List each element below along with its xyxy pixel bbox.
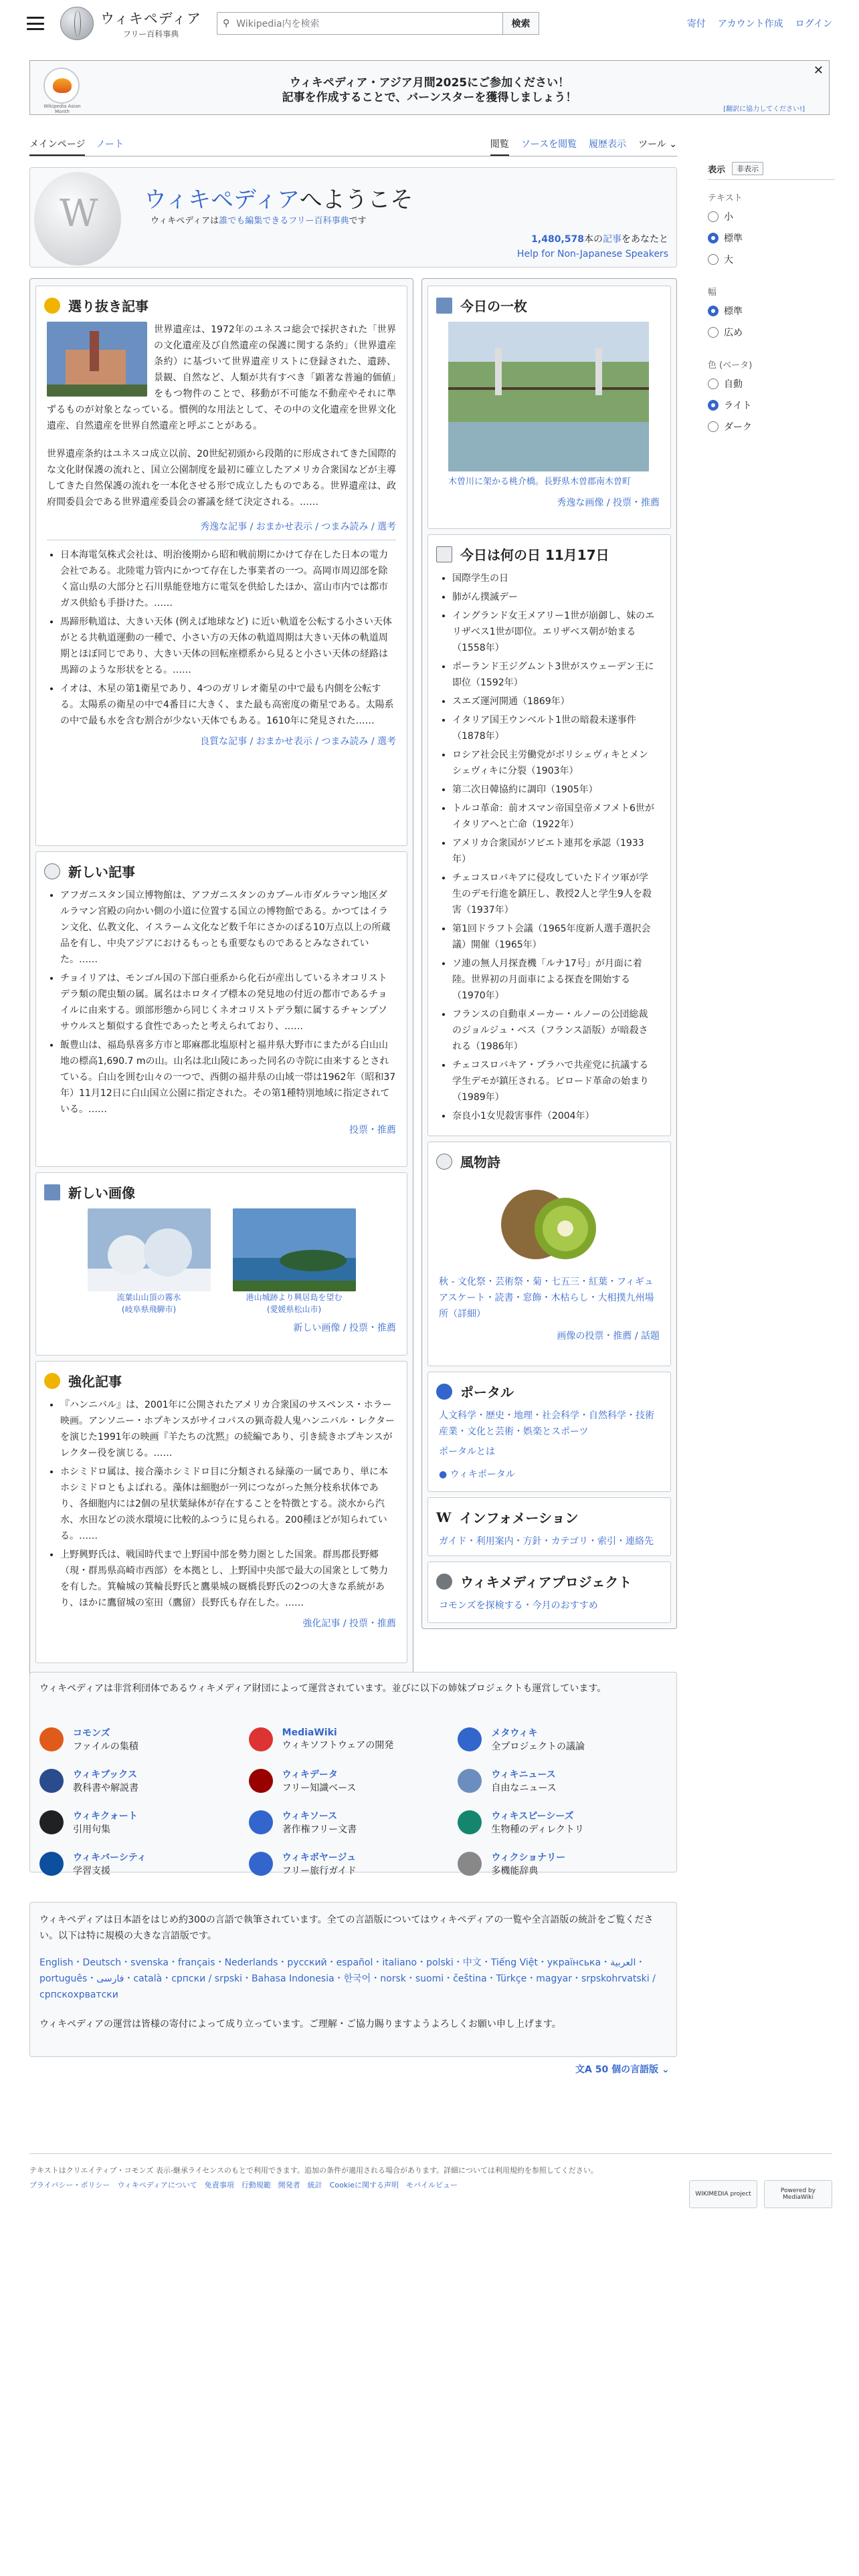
- list-item: • イングランド女王メアリー1世が崩御し、妹のエリザベス1世が即位。エリザベス朝が始まる（1558年）: [452, 608, 657, 656]
- w-icon: W: [436, 1509, 452, 1525]
- featured-title: 選り抜き記事: [68, 298, 149, 314]
- season-links[interactable]: 画像の投票・推薦 / 話題: [557, 1331, 660, 1341]
- project-logo-icon: [39, 1727, 64, 1751]
- improved-articles-card: 強化記事 • 『ハンニバル』は、2001年に公開されたアメリカ合衆国のサスペンス・ホラー映画。アンソニー・ホプキンスがサイコパスの猟奇殺人鬼ハンニバル・レクターを演じた1991年の映画『羊たちの沈黙』の続編であり、引き続きホプキンスがレクター役を演じる。…… • ホシミドロ属は、接合藻ホシミドロ目に分類される緑藻の一属であり、単に本ホシミドロともよばれる。藻体は細胞が一列につながった無分枝糸状体であり、各細胞内には2個の星状葉緑体が存在することを特徴とする。淡水から汽水、水田などの淡水環境に比較的ふつうに見られる。200種ほどが知られている。…… • 上野興野氏は、戦国時代まで上野国中部を勢力圏とした国衆。群馬郡長野郷（現・群馬県高崎市西部）を本拠とし、上野国中央部で最大の国衆として勢力を有した。箕輪城の箕輪長野氏と鷹巣城の厩橋長野氏の2つの大きな系統があり、ほかに鷹留城の室田（鷹留）長野氏も存在した。…… 強化記事 / 投票・推薦: [35, 1361, 407, 1663]
- close-icon[interactable]: ✕: [813, 64, 824, 78]
- radio-text-large[interactable]: 大: [708, 253, 835, 266]
- star-icon: [44, 1373, 60, 1389]
- list-item: • チョイリアは、モンゴル国の下部白亜系から化石が産出しているネオコリストデラ類の爬虫類の属。属名はホロタイプ標本の発見地の付近の都市であるチョイルに由来する。頭部形態から同じくネオコリストデラ類に属するチャンプソサウルスと類似する食性であったと考えられており、……: [60, 970, 396, 1035]
- welcome-box: [29, 167, 677, 267]
- site-logo[interactable]: [60, 7, 211, 40]
- new-articles-links[interactable]: 投票・推薦: [349, 1125, 396, 1136]
- seasonal-card: 風物詩 秋 - 文化祭・芸術祭・菊・七五三・紅葉・フィギュアスケート・読書・窓飾・木枯らし・大相撲九州場所（詳細） 画像の投票・推薦 / 話題: [427, 1142, 671, 1366]
- list-item: • 第1回ドラフト会議（1965年度新人選手選択会議）開催（1965年）: [452, 921, 657, 953]
- sister-project-item[interactable]: ウィキソース 著作権フリー文書: [249, 1809, 458, 1836]
- donate-link[interactable]: 寄付: [686, 19, 706, 29]
- project-logo-icon: [458, 1852, 482, 1876]
- sister-projects: ウィキペディアは非営利団体であるウィキメディア財団によって運営されています。並びに以下の姉妹プロジェクトも運営しています。 コモンズ ファイルの集積 MediaWiki ウィキソフトウェアの開発 メタウィキ 全プロジェクトの議論 ウィキブックス 教科書や解説書 ウィキデータ フリー知識ベース ウィキニュース 自由なニュース ウィキクォート 引用句集 ウィキソース 著作権フリー文書 ウィキスピーシーズ 生物種のディレクトリ ウィキバーシティ 学習支援 ウィキボヤージュ フリー旅行ガイド ウィクショナリー 多機能辞典: [29, 1672, 677, 1872]
- menu-icon[interactable]: [27, 17, 44, 30]
- featured-paragraph-1: 世界遺産は、1972年のユネスコ総会で採択された「世界の文化遺産及び自然遺産の保護に関する条約」（世界遺産条約）に基づいて世界遺産リストに登録された、遺跡、景観、自然など、人類が共有すべき「顕著な普遍的価値」をもつ物件のことで、移動が不可能な不動産やそれに準ずるものが対象となっている。慣例的な用法として、その中の文化遺産を世界文化遺産、自然遺産を世界自然遺産と呼ぶことがある。: [47, 324, 396, 431]
- on-this-day-card: 今日は何の日 11月17日 • 国際学生の日 • 肺がん撲滅デー • イングランド女王メアリー1世が崩御し、妹のエリザベス1世が即位。エリザベス朝が始まる（1558年） • ポーランド王ジグムント3世がスウェーデン王に即位（1592年） • スエズ運河開通（1869年） • イタリア国王ウンベルト1世の暗殺未遂事件（1878年） • ロシア社会民主労働党がボリシェヴィキとメンシェヴィキに分裂（1903年） • 第二次日韓協約に調印（1905年） • トルコ革命：前オスマン帝国皇帝メフメト6世がイタリアへと亡命（1922年） • アメリカ合衆国がソビエト連邦を承認（1933年） • チェコスロバキアに侵攻していたドイツ軍が学生のデモ行進を鎮圧し、教授2人と学生9人を殺害（1937年） • 第1回ドラフト会議（1965年度新人選手選択会議）開催（1965年） • ソ連の無人月探査機「ルナ17号」が月面に着陸。世界初の月面車による探査を開始する（1970年） • フランスの自動車メーカー・ルノーの公団総裁のジョルジュ・ベス（フランス語版）が暗殺される（1986年） • チェコスロバキア・プラハで共産党に抗議する学生デモが鎮圧される。ビロード革命の始まり（1989年） • 奈良小1女児殺害事件（2004年）: [427, 534, 671, 1136]
- language-versions: ウィキペディアは日本語をはじめ約300の言語で執筆されています。全ての言語版についてはウィキペディアの一覧や全言語版の統計をご覧ください。以下は特に規模の大きな言語版です。 English・Deutsch・svenska・français・Nederlands・русский・español・italiano・polski・中文・Tiếng Việt・українська・العربية・português・فارسی・català・српски / srpski・Bahasa Indonesia・한국어・norsk・suomi・čeština・Türkçe・magyar・srpskohrvatski / српскохрватски ウィキペディアの運営は皆様の寄付によって成り立っています。ご理解・ご協力賜りますようよろしくお願い申し上げます。: [29, 1902, 677, 2057]
- list-item: • イオは、木星の第1衛星であり、4つのガリレオ衛星の中で最も内側を公転する。太陽系の衛星の中で4番目に大きく、また最も高密度の衛星である。太陽系の中で最も水を含む割合が少ない天体でもある。1610年に発見された……: [60, 681, 396, 729]
- language-list[interactable]: English・Deutsch・svenska・français・Nederlands・русский・español・italiano・polski・中文・Tiếng Việt・українська・العربية・português・فارسی・català・српски / srpski・Bahasa Indonesia・한국어・norsk・suomi・čeština・Türkçe・magyar・srpskohrvatski / српскохрватски: [39, 1957, 656, 2000]
- list-item: • トルコ革命：前オスマン帝国皇帝メフメト6世がイタリアへと亡命（1922年）: [452, 800, 657, 833]
- radio-width-standard[interactable]: 標準: [708, 304, 835, 318]
- welcome-subtitle: ウィキペディアは誰でも編集できるフリー百科事典です: [151, 216, 367, 226]
- list-item: • 『ハンニバル』は、2001年に公開されたアメリカ合衆国のサスペンス・ホラー映画。アンソニー・ホプキンスがサイコパスの猟奇殺人鬼ハンニバル・レクターを演じた1991年の映画『羊たちの沈黙』の続編であり、引き続きホプキンスがレクター役を演じる。……: [60, 1397, 396, 1461]
- globe-icon: [60, 7, 94, 40]
- list-item: • 馬蹄形軌道は、大きい天体 (例えば地球など) に近い軌道を公転する小さい天体がとる共軌道運動の一種で、小さい方の天体の軌道周期は大きい天体の軌道周期とほぼ同じであり、大きい天体の回転座標系から見ると小さい天体の経路は馬蹄のような形状をとる。……: [60, 614, 396, 678]
- sister-project-item[interactable]: ウィキデータ フリー知識ベース: [249, 1767, 458, 1794]
- sister-project-item[interactable]: コモンズ ファイルの集積: [39, 1726, 249, 1753]
- island-view-image[interactable]: [233, 1208, 356, 1291]
- portal-small-icon: ●: [439, 1469, 448, 1480]
- new-images-card: 新しい画像 流葉山山頂の霧氷 (岐阜県飛騨市) 港山城跡より興居島を望む (愛媛県松山市) 新しい画像 / 投票・推薦: [35, 1172, 407, 1356]
- header: [27, 0, 832, 47]
- kiwi-image[interactable]: [496, 1178, 603, 1265]
- improved-articles-links[interactable]: 強化記事 / 投票・推薦: [302, 1618, 396, 1629]
- featured-links[interactable]: 秀逸な記事 / おまかせ表示 / つまみ読み / 選考: [200, 522, 396, 532]
- project-logo-icon: [39, 1769, 64, 1793]
- leaf-icon: [436, 1154, 452, 1170]
- list-item: • 国際学生の日: [452, 570, 657, 586]
- new-images-links[interactable]: 新しい画像 / 投票・推薦: [293, 1323, 396, 1333]
- sister-project-item[interactable]: ウィキクォート 引用句集: [39, 1809, 249, 1836]
- page-title: ウィキペディアへようこそ: [144, 187, 413, 213]
- image-icon: [44, 1184, 60, 1200]
- image-icon: [436, 298, 452, 314]
- tab-history[interactable]: 履歴表示: [589, 139, 627, 150]
- list-item: • ホシミドロ属は、接合藻ホシミドロ目に分類される緑藻の一属であり、単に本ホシミドロともよばれる。藻体は細胞が一列につながった無分枝糸状体であり、各細胞内には2個の星状葉緑体が存在することを特徴とする。淡水から汽水、水田などの淡水環境に比較的ふつうに見られる。200種ほどが知られている。……: [60, 1464, 396, 1544]
- calendar-icon: [436, 546, 452, 562]
- left-column: [29, 278, 413, 1688]
- list-item: • チェコスロバキア・プラハで共産党に抗議する学生デモが鎮圧される。ビロード革命の始まり（1989年）: [452, 1057, 657, 1105]
- good-articles-links[interactable]: 良質な記事 / おまかせ表示 / つまみ読み / 選考: [200, 736, 396, 747]
- portal-card: ポータル 人文科学・歴史・地理・社会科学・自然科学・技術産業・文化と芸術・娯楽とスポーツ ポータルとは ● ウィキポータル: [427, 1372, 671, 1492]
- search-input[interactable]: ⚲ Wikipedia内を検索: [217, 12, 503, 35]
- list-item: • アフガニスタン国立博物館は、アフガニスタンのカブール市ダルラマン地区ダルラマン宮殿の向かい側の小道に位置する国立の博物館である。かつてはイラン文化、仏教文化、イスラーム文化など数千年にさかのぼる10万点以上の所蔵品を有し、中央アジアにおけるもっとも重要なものであるとみなされていた。……: [60, 887, 396, 968]
- sister-project-item[interactable]: MediaWiki ウィキソフトウェアの開発: [249, 1726, 458, 1753]
- wikimedia-project-card: ウィキメディアプロジェクト コモンズを探検する・今月のおすすめ: [427, 1562, 671, 1623]
- non-japanese-help-link[interactable]: Help for Non-Japanese Speakers: [516, 249, 668, 259]
- list-item: • 日本海電気株式会社は、明治後期から昭和戦前期にかけて存在した日本の電力会社である。北陸電力管内にかつて存在した事業者の一つ。高岡市周辺部を除く富山県の大部分と石川県能登地方に電気を供給したほか、富山市内では都市ガス供給も手掛けた。……: [60, 547, 396, 611]
- wikiportal-link[interactable]: ● ウィキポータル: [439, 1469, 515, 1480]
- search-icon: ⚲: [223, 18, 230, 29]
- radio-text-small[interactable]: 小: [708, 210, 835, 223]
- language-count-button[interactable]: 文A 50 個の言語版 ⌄: [575, 2064, 670, 2075]
- wikipedia-globe-icon: [34, 172, 121, 265]
- world-heritage-image[interactable]: [47, 322, 147, 397]
- radio-color-auto[interactable]: 自動: [708, 377, 835, 391]
- wikimedia-icon: [436, 1574, 452, 1590]
- tab-view-source[interactable]: ソースを閲覧: [520, 139, 577, 150]
- sister-project-item[interactable]: ウィキボヤージュ フリー旅行ガイド: [249, 1850, 458, 1877]
- sister-project-item[interactable]: ウィクショナリー 多機能辞典: [458, 1850, 667, 1877]
- page-footer: テキストはクリエイティブ・コモンズ 表示-継承ライセンスのもとで利用できます。追加の条件が適用される場合があります。詳細については利用規約を参照してください。 プライバシー・ポリシー ウィキペディアについて 免責事項 行動規範 開発者 統計 Cookieに関する声明 モバイルビュー: [29, 2153, 832, 2193]
- create-account-link[interactable]: アカウント作成: [717, 19, 783, 29]
- frost-tree-image[interactable]: [88, 1208, 211, 1291]
- project-logo-icon: [249, 1769, 273, 1793]
- logo-title: ウィキペディア: [100, 10, 202, 27]
- hide-button[interactable]: 非表示: [732, 162, 763, 175]
- wikimedia-badge[interactable]: WIKIMEDIA project: [689, 2180, 757, 2208]
- information-card: W インフォメーション ガイド・利用案内・方針・カテゴリ・索引・連絡先: [427, 1497, 671, 1556]
- chevron-down-icon: ⌄: [669, 139, 677, 150]
- radio-text-standard[interactable]: 標準: [708, 231, 835, 245]
- list-item: • 飯豊山は、福島県喜多方市と耶麻郡北塩原村と福井県大野市にまたがる白山山地の標高1,690.7 mの山。山名は北山陵にあった同名の寺院に由来するとされている。白山を囲む山々の一つで、西側の福井県の山域一帯は1962年（昭和37年）11月12日に白山国立公園に指定された。その第1種特別地域に指定されている。……: [60, 1037, 396, 1117]
- logo-subtitle: フリー百科事典: [122, 29, 179, 39]
- sister-project-item[interactable]: ウィキニュース 自由なニュース: [458, 1767, 667, 1794]
- project-logo-icon: [458, 1810, 482, 1834]
- radio-color-light[interactable]: ライト: [708, 399, 835, 412]
- list-item: • ロシア社会民主労働党がボリシェヴィキとメンシェヴィキに分裂（1903年）: [452, 747, 657, 779]
- appearance-title: 表示: [708, 165, 726, 175]
- text-size-label: テキスト: [708, 193, 743, 203]
- list-item: • イタリア国王ウンベルト1世の暗殺未遂事件（1878年）: [452, 712, 657, 744]
- mediawiki-badge[interactable]: Powered by MediaWiki: [764, 2180, 832, 2208]
- list-item: • ポーランド王ジグムント3世がスウェーデン王に即位（1592年）: [452, 659, 657, 691]
- new-articles-card: 新しい記事 • アフガニスタン国立博物館は、アフガニスタンのカブール市ダルラマン地区ダルラマン宮殿の向かい側の小道に位置する国立の博物館である。かつてはイラン文化、仏教文化、イスラーム文化など数千年にさかのぼる10万点以上の所蔵品を有し、中央アジアにおけるもっとも重要なものであるとみなされていた。…… • チョイリアは、モンゴル国の下部白亜系から化石が産出しているネオコリストデラ類の爬虫類の属。属名はホロタイプ標本の発見地の付近の都市であるチョイルに由来する。頭部形態から同じくネオコリストデラ類に属するチャンプソサウルスと類似する食性であったと考えられており、…… • 飯豊山は、福島県喜多方市と耶麻郡北塩原村と福井県大野市にまたがる白山山地の標高1,690.7 mの山。山名は北山陵にあった同名の寺院に由来するとされている。白山を囲む山々の一つで、西側の福井県の山域一帯は1962年（昭和37年）11月12日に白山国立公園に指定された。その第1種特別地域に指定されている。…… 投票・推薦: [35, 851, 407, 1167]
- sister-project-item[interactable]: ウィキバーシティ 学習支援: [39, 1850, 249, 1877]
- search-button[interactable]: 検索: [503, 12, 539, 35]
- sister-project-item[interactable]: ウィキスピーシーズ 生物種のディレクトリ: [458, 1809, 667, 1836]
- project-logo-icon: [249, 1727, 273, 1751]
- project-logo-icon: [458, 1727, 482, 1751]
- tab-talk[interactable]: ノート: [96, 139, 124, 150]
- login-link[interactable]: ログイン: [795, 19, 832, 29]
- sister-project-item[interactable]: ウィキブックス 教科書や解説書: [39, 1767, 249, 1794]
- list-item: • アメリカ合衆国がソビエト連邦を承認（1933年）: [452, 835, 657, 867]
- portal-icon: [436, 1384, 452, 1400]
- color-label: 色 (ベータ): [708, 360, 753, 370]
- list-item: • チェコスロバキアに侵攻していたドイツ軍が学生のデモ行進を鎮圧し、教授2人と学生9人を殺害（1937年）: [452, 870, 657, 918]
- featured-paragraph-2: 世界遺産条約はユネスコ成立以前、20世紀初頭から段階的に形成されてきた国際的な文化財保護の流れと、国立公園制度を最初に確立したアメリカ合衆国などが主導してきた自然保護の流れを一本化させる形で成立したものである。世界遺産は、政府間委員会である世界遺産委員会の審議を経て決定される。……: [47, 449, 396, 508]
- list-item: • スエズ運河開通（1869年）: [452, 693, 657, 710]
- list-item: • 第二次日韓協約に調印（1905年）: [452, 782, 657, 798]
- radio-width-wide[interactable]: 広め: [708, 326, 835, 339]
- translate-icon: 文A: [575, 2064, 592, 2075]
- new-article-icon: [44, 863, 60, 879]
- appearance-panel: [708, 162, 835, 441]
- search-form: [217, 12, 539, 35]
- translate-help-link[interactable]: [翻訳に協力してください!]: [723, 106, 805, 113]
- tab-main-page[interactable]: メインページ: [29, 137, 85, 156]
- list-item: • 奈良小1女児殺害事件（2004年）: [452, 1108, 657, 1124]
- list-item: • フランスの自動車メーカー・ルノーの公団総裁のジョルジュ・ベス（フランス語版）が暗殺される（1986年）: [452, 1006, 657, 1055]
- banner-line-1[interactable]: ウィキペディア・アジア月間2025にご参加ください！: [289, 76, 570, 90]
- radio-color-dark[interactable]: ダーク: [708, 420, 835, 433]
- width-label: 幅: [708, 288, 717, 298]
- on-this-day-list: [428, 570, 670, 1124]
- bridge-image[interactable]: [448, 322, 649, 471]
- sister-project-item[interactable]: メタウィキ 全プロジェクトの議論: [458, 1726, 667, 1753]
- project-logo-icon: [458, 1769, 482, 1793]
- page-tabs: [29, 136, 677, 156]
- tab-read[interactable]: 閲覧: [490, 137, 509, 156]
- picture-links[interactable]: 秀逸な画像 / 投票・推薦: [557, 498, 660, 508]
- list-item: • 上野興野氏は、戦国時代まで上野国中部を勢力圏とした国衆。群馬郡長野郷（現・群馬県高崎市西部）を本拠とし、上野国中央部で最大の国衆として勢力を有した。箕輪城の箕輪長野氏と鷹巣城の厩橋長野氏の2つの大きな系統があり、ほかに鷹留城の室田（鷹留）長野氏も存在した。……: [60, 1547, 396, 1611]
- good-articles-list: [36, 547, 407, 729]
- star-icon: [44, 298, 60, 314]
- featured-article-card: [35, 286, 407, 846]
- banner-line-2[interactable]: 記事を作成することで、バーンスターを獲得しましょう！: [282, 91, 577, 104]
- picture-of-day-card: 今日の一枚 木曽川に架かる桃介橋。長野県木曽郡南木曽町 秀逸な画像 / 投票・推薦: [427, 286, 671, 529]
- list-item: • ソ連の無人月探査機「ルナ17号」が月面に着陸。世界初の月面車による探査を開始する（1970年）: [452, 956, 657, 1004]
- article-count: 1,480,578本の記事をあなたと Help for Non-Japanese Speakers: [516, 234, 668, 259]
- chevron-down-icon: ⌄: [661, 2064, 670, 2075]
- tools-menu[interactable]: ツール ⌄: [638, 137, 677, 156]
- project-logo-icon: [39, 1810, 64, 1834]
- project-logo-icon: [249, 1852, 273, 1876]
- right-column: [421, 278, 677, 1629]
- project-logo-icon: [249, 1810, 273, 1834]
- site-notice-banner: Wikipedia Asian Month ウィキペディア・アジア月間2025にご参加ください！ 記事を作成することで、バーンスターを獲得しましょう！ ✕ [翻訳に協力してください!]: [29, 60, 830, 115]
- project-logo-icon: [39, 1852, 64, 1876]
- list-item: • 肺がん撲滅デー: [452, 589, 657, 605]
